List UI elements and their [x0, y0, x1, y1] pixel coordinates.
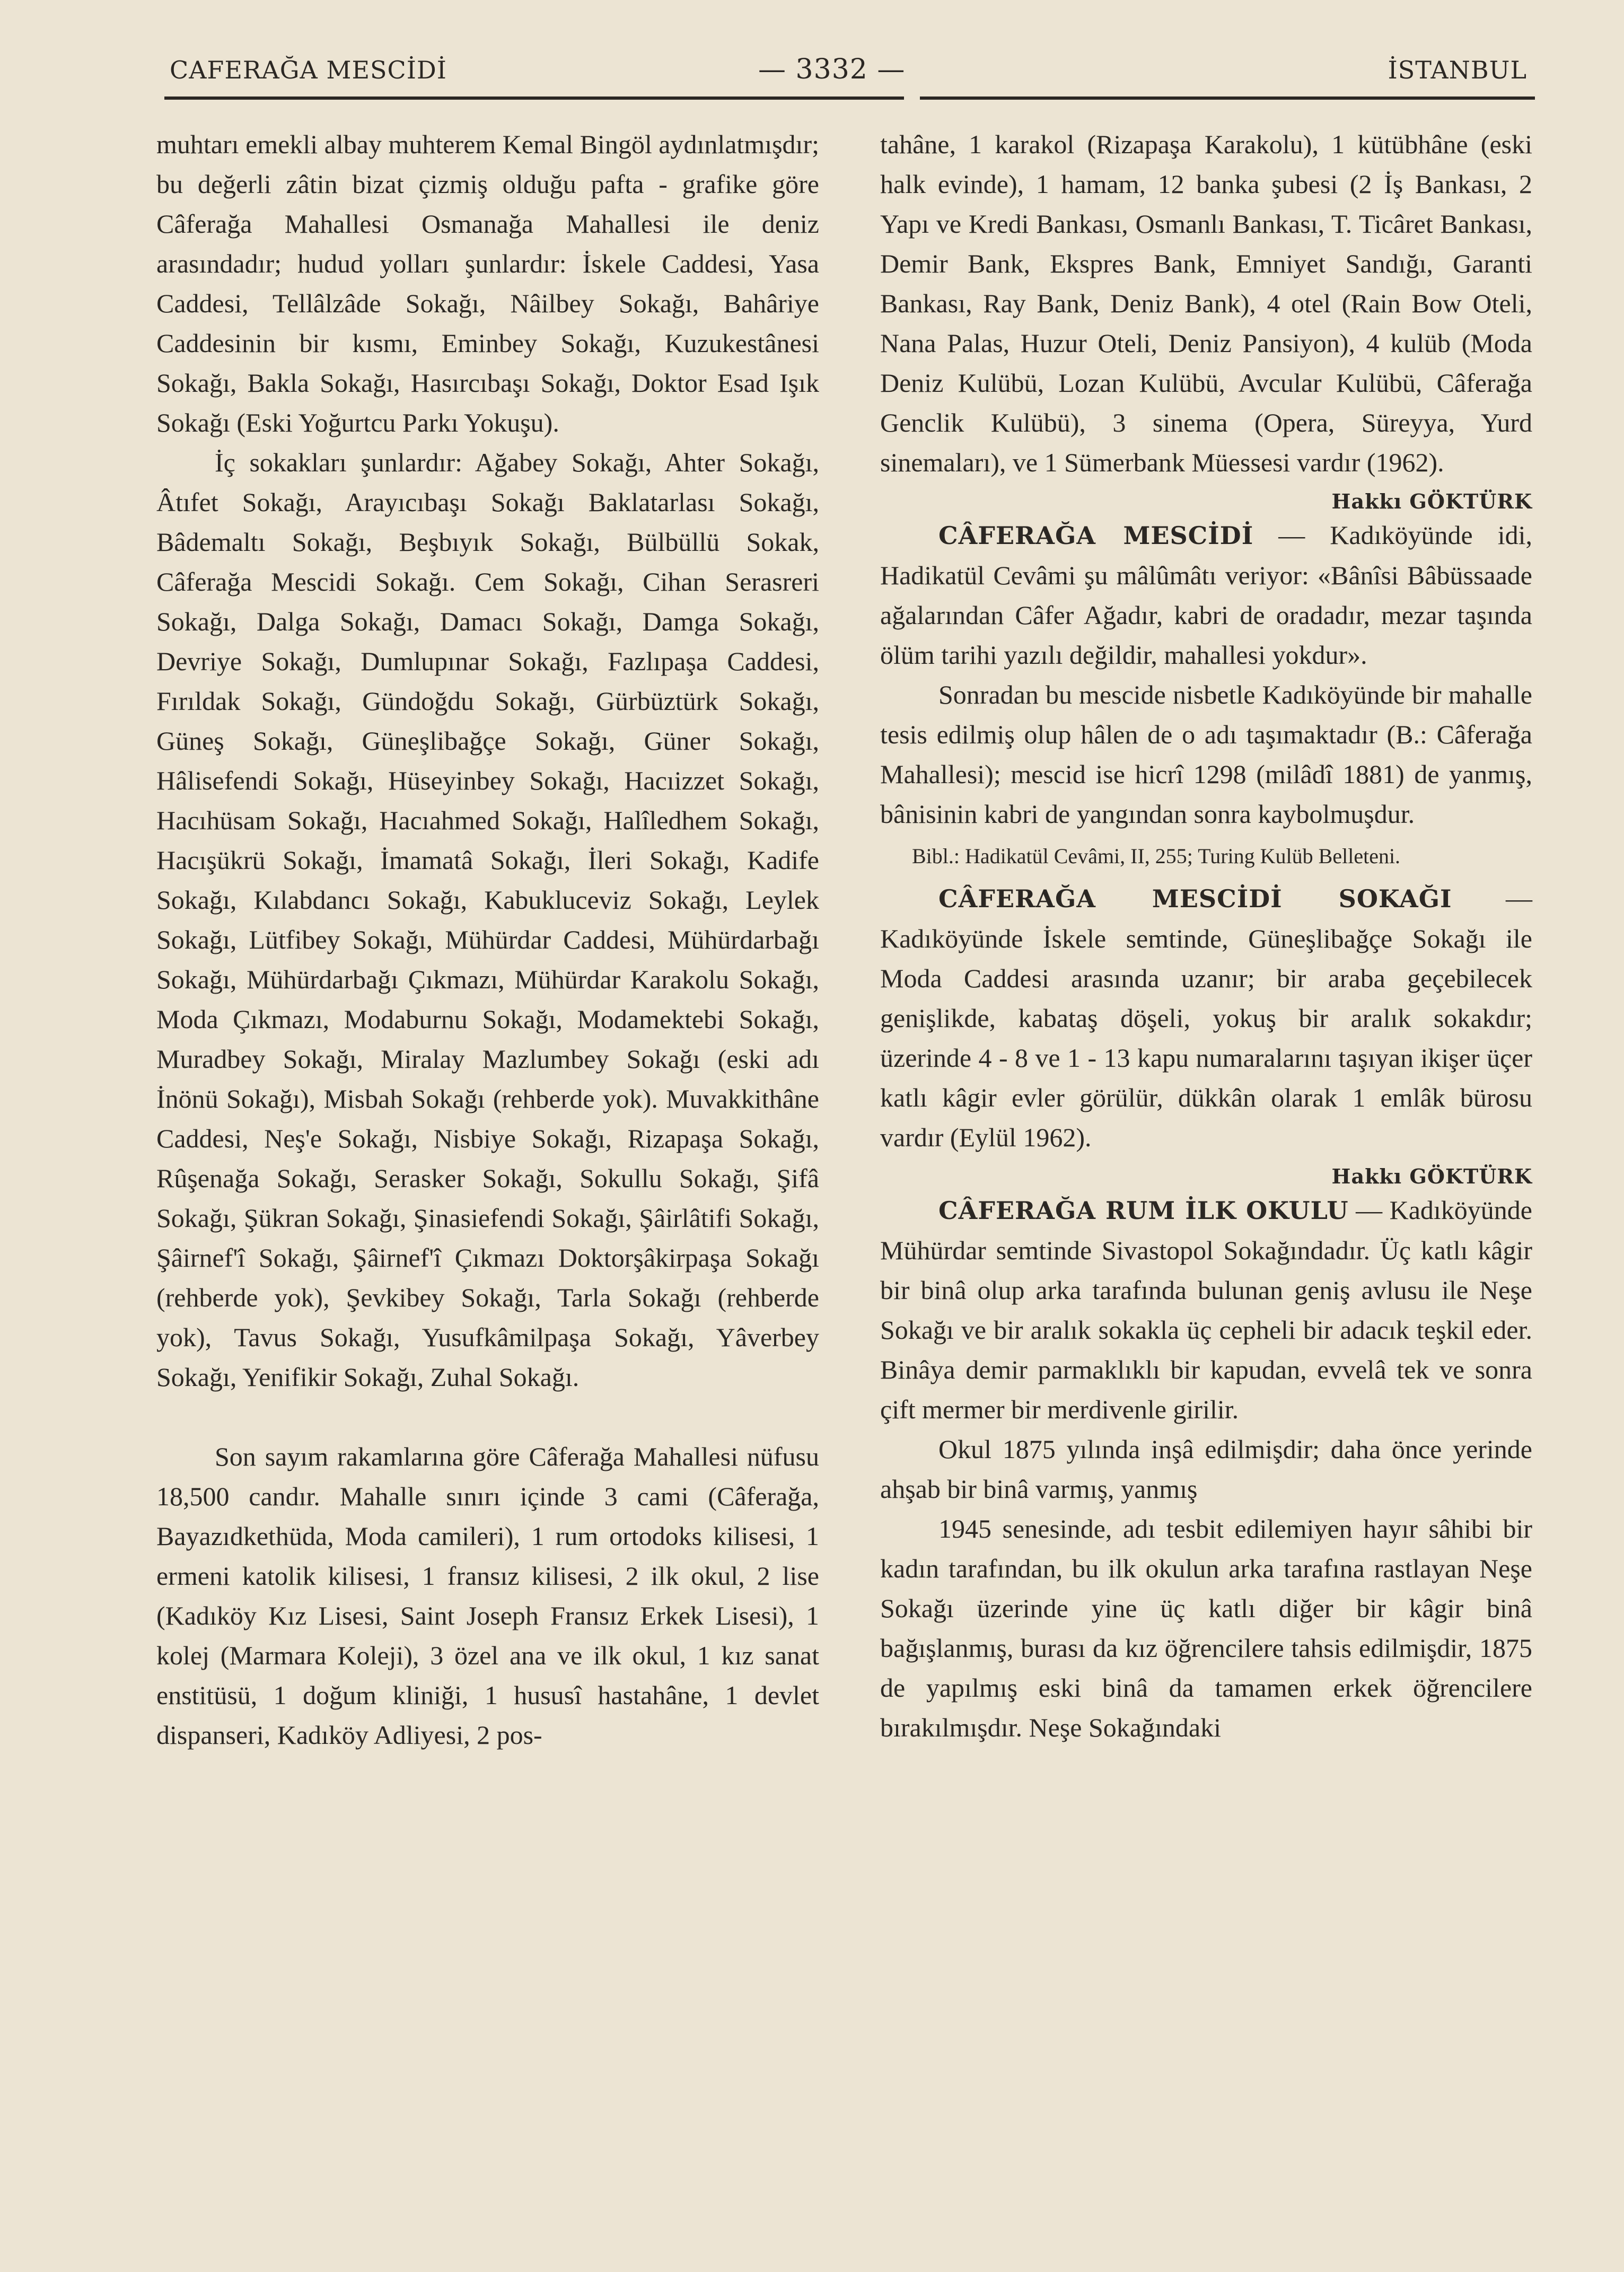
left-column	[156, 125, 819, 1755]
entry-title-caferaga-mescidi: CÂFERAĞA MESCİDİ	[938, 521, 1254, 550]
header-rule-right	[920, 97, 1535, 100]
page-header	[170, 50, 1527, 93]
entry-rum-ilk-okulu-paragraph-2: Okul 1875 yılında inşâ edilmişdir; daha önce yerinde ahşab bir binâ varmış, yanmış	[880, 1434, 1532, 1504]
author-signature-1: Hakkı GÖKTÜRK	[1331, 489, 1532, 513]
page-number: — 3332 —	[758, 54, 906, 85]
entry-text-caferaga-mescidi: — Kadıköyünde idi, Hadikatül Cevâmi şu mâlûmâtı veriyor: «Bânîsi Bâbüssaade ağalarından Câfer Ağadır, kabri de oradadır, mezar taşında ölüm tarihi yazılı değildir, mahallesi yokdur».	[880, 520, 1533, 670]
running-head-right: İSTANBUL	[1388, 56, 1527, 84]
right-column	[880, 125, 1532, 1748]
entry-caferaga-mescidi	[880, 515, 1532, 675]
entry-rum-ilk-okulu-paragraph-3: 1945 senesinde, adı tesbit edilemiyen hayır sâhibi bir kadın tarafından, bu ilk okulun arka tarafına rastlayan Neşe Sokağı üzerinde yine üç katlı diğer bir kâgir binâ bağışlanmış, burası da kız öğrencilere tahsis edilmişdir, 1875 de yapılmış eski binâ da tamamen erkek öğrencilere bırakılmışdır. Neşe Sokağındaki	[880, 1514, 1532, 1742]
entry-caferaga-rum-ilk-okulu	[880, 1190, 1532, 1429]
entry-text-rum-ilk-okulu: — Kadıköyünde Mühürdar semtinde Sivastopol Sokağındadır. Üç katlı kâgir bir binâ olup arka tarafında bulunan geniş avlusu ile Neşe Sokağı ve bir aralık sokakla üç cepheli bir adacık teşkil eder. Binâya demir parmaklıklı bir kapudan, evvelâ tek ve sonra çift mermer bir merdivenle girilir.	[880, 1195, 1532, 1424]
right-paragraph-1: tahâne, 1 karakol (Rizapaşa Karakolu), 1 kütübhâne (eski halk evinde), 1 hamam, 12 banka şubesi (2 İş Bankası, 2 Yapı ve Kredi Bankası, Osmanlı Bankası, T. Ticâret Bankası, Demir Bank, Ekspres Bank, Emniyet Sandığı, Garanti Bankası, Ray Bank, Deniz Bank), 4 otel (Rain Bow Oteli, Nana Palas, Huzur Oteli, Deniz Pansiyon), 4 kulüb (Moda Deniz Kulübü, Lozan Kulübü, Avcular Kulübü, Câferağa Genclik Kulübü), 3 sinema (Opera, Süreyya, Yurd sinemaları), ve 1 Sümerbank Müessesi vardır (1962).	[880, 129, 1532, 477]
running-head-left: CAFERAĞA MESCİDİ	[170, 56, 447, 84]
header-rule-left	[164, 97, 904, 100]
entry-title-rum-ilk-okulu: CÂFERAĞA RUM İLK OKULU	[938, 1196, 1349, 1225]
entry-text-mescidi-sokagi: — Kadıköyünde İskele semtinde, Güneşlibağçe Sokağı ile Moda Caddesi arasında uzanır; bir araba geçebilecek genişlikde, kabataş döşeli, yokuş bir aralık sokakdır; üzerinde 4 - 8 ve 1 - 13 kapu numaralarını taşıyan ikişer üçer katlı kâgir evler görülür, dükkân olarak 1 emlâk bürosu vardır (Eylül 1962).	[880, 883, 1532, 1152]
entry-caferaga-mescidi-sokagi	[880, 879, 1532, 1157]
left-paragraph-1: muhtarı emekli albay muhterem Kemal Bingöl aydınlatmışdır; bu değerli zâtin bizat çizmiş olduğu pafta - grafike göre Câferağa Mahallesi Osmanağa Mahallesi ile deniz arasındadır; hudud yolları şunlardır: İskele Caddesi, Yasa Caddesi, Tellâlzâde Sokağı, Nâilbey Sokağı, Bahâriye Caddesinin bir kısmı, Eminbey Sokağı, Kuzukestânesi Sokağı, Bakla Sokağı, Hasırcıbaşı Sokağı, Doktor Esad Işık Sokağı (Eski Yoğurtcu Parkı Yokuşu).	[156, 129, 819, 437]
entry-caferaga-mescidi-paragraph-2: Sonradan bu mescide nisbetle Kadıköyünde bir mahalle tesis edilmiş olup hâlen de o adı taşımaktadır (B.: Câferağa Mahallesi); mescid ise hicrî 1298 (milâdî 1881) de yanmış, bânisinin kabri de yangından sonra kaybolmuşdur.	[880, 680, 1532, 829]
left-paragraph-population: Son sayım rakamlarına göre Câferağa Mahallesi nüfusu 18,500 candır. Mahalle sınırı içinde 3 cami (Câferağa, Bayazıdkethüda, Moda camileri), 1 rum ortodoks kilisesi, 1 ermeni katolik kilisesi, 1 fransız kilisesi, 2 ilk okul, 2 lise (Kadıköy Kız Lisesi, Saint Joseph Fransız Erkek Lisesi), 1 kolej (Marmara Koleji), 3 özel ana ve ilk okul, 1 kız sanat enstitüsü, 1 doğum kliniği, 1 hususî hastahâne, 1 devlet dispanseri, Kadıköy Adliyesi, 2 pos-	[156, 1442, 819, 1750]
left-paragraph-streets: İç sokakları şunlardır: Ağabey Sokağı, Ahter Sokağı, Âtıfet Sokağı, Arayıcıbaşı Sokağı Baklatarlası Sokağı, Bâdemaltı Sokağı, Beşbıyık Sokağı, Bülbüllü Sokak, Câferağa Mescidi Sokağı. Cem Sokağı, Cihan Serasreri Sokağı, Dalga Sokağı, Damacı Sokağı, Damga Sokağı, Devriye Sokağı, Dumlupınar Sokağı, Fazlıpaşa Caddesi, Fırıldak Sokağı, Gündoğdu Sokağı, Gürbüztürk Sokağı, Güneş Sokağı, Güneşlibağçe Sokağı, Güner Sokağı, Hâlisefendi Sokağı, Hüseyinbey Sokağı, Hacıizzet Sokağı, Hacıhüsam Sokağı, Hacıahmed Sokağı, Halîledhem Sokağı, Hacışükrü Sokağı, İmamatâ Sokağı, İleri Sokağı, Kadife Sokağı, Kılabdancı Sokağı, Kabukluceviz Sokağı, Leylek Sokağı, Lütfibey Sokağı, Mühürdar Caddesi, Mühürdarbağı Sokağı, Mühürdarbağı Çıkmazı, Mühürdar Karakolu Sokağı, Moda Çıkmazı, Modaburnu Sokağı, Modamektebi Sokağı, Muradbey Sokağı, Miralay Mazlumbey Sokağı (eski adı İnönü Sokağı), Misbah Sokağı (rehberde yok). Muvakkithâne Caddesi, Neş'e Sokağı, Nisbiye Sokağı, Rizapaşa Sokağı, Rûşenağa Sokağı, Serasker Sokağı, Sokullu Sokağı, Şifâ Sokağı, Şükran Sokağı, Şinasiefendi Sokağı, Şâirlâtifi Sokağı, Şâirnef'î Sokağı, Şâirnef'î Çıkmazı Doktorşâkirpaşa Sokağı (rehberde yok), Şevkibey Sokağı, Tarla Sokağı (rehberde yok), Tavus Sokağı, Yusufkâmilpaşa Sokağı, Yâverbey Sokağı, Yenifikir Sokağı, Zuhal Sokağı.	[156, 448, 819, 1392]
entry-title-mescidi-sokagi: CÂFERAĞA MESCİDİ SOKAĞI	[938, 884, 1452, 913]
bibliography-note: Bibl.: Hadikatül Cevâmi, II, 255; Turing Kulüb Belleteni.	[912, 844, 1401, 868]
author-signature-2: Hakkı GÖKTÜRK	[1331, 1164, 1532, 1188]
